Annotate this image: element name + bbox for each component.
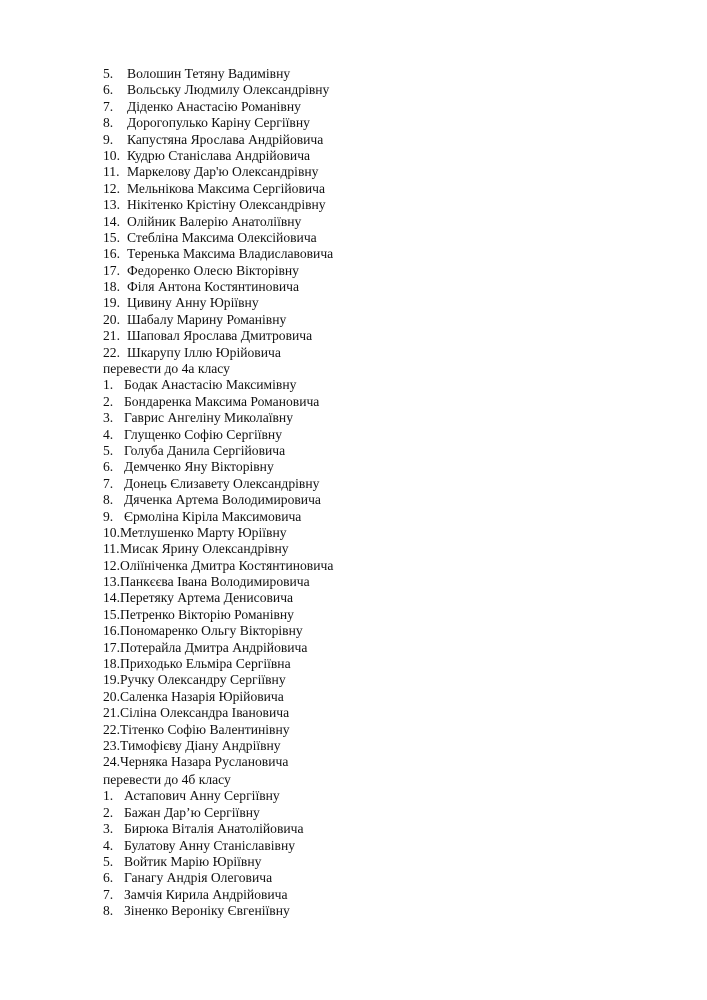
student-name: Сіліна Олександра Івановича bbox=[120, 705, 290, 721]
item-number: 2. bbox=[103, 393, 114, 409]
list-item bbox=[0, 427, 707, 443]
student-name: Дорогопулько Каріну Сергіївну bbox=[127, 115, 310, 131]
student-name: Пономаренко Ольгу Вікторівну bbox=[120, 623, 303, 639]
list-item bbox=[0, 754, 707, 770]
list-item bbox=[0, 607, 707, 623]
item-number: 1. bbox=[103, 377, 114, 393]
student-name: Гаврис Ангеліну Миколаївну bbox=[124, 410, 294, 426]
item-number: 17. bbox=[103, 639, 120, 655]
student-name: Мельнікова Максима Сергійовича bbox=[127, 180, 326, 196]
student-name: Шабалу Марину Романівну bbox=[127, 311, 287, 327]
student-name: Замчія Кирила Андрійовича bbox=[124, 886, 288, 902]
student-name: Тітенко Софію Валентинівну bbox=[120, 721, 290, 737]
item-number: 15. bbox=[103, 229, 120, 245]
item-number: 23. bbox=[103, 737, 120, 753]
student-name: Федоренко Олесю Вікторівну bbox=[127, 262, 299, 278]
list-item bbox=[0, 640, 707, 656]
student-name: Бажан Дар’ю Сергіївну bbox=[124, 804, 260, 820]
item-number: 7. bbox=[103, 886, 114, 902]
item-number: 8. bbox=[103, 115, 114, 131]
item-number: 13. bbox=[103, 197, 120, 213]
list-item bbox=[0, 246, 707, 262]
item-number: 21. bbox=[103, 328, 120, 344]
student-name: Приходько Ельміра Сергіївна bbox=[120, 656, 291, 672]
item-number: 4. bbox=[103, 426, 114, 442]
item-number: 20. bbox=[103, 311, 120, 327]
list-item bbox=[0, 689, 707, 705]
student-name: Дяченка Артема Володимировича bbox=[124, 492, 321, 508]
list-item bbox=[0, 476, 707, 492]
student-name: Цивину Анну Юріївну bbox=[127, 295, 259, 311]
list-item bbox=[0, 99, 707, 115]
list-item bbox=[0, 722, 707, 738]
student-name: Демченко Яну Вікторівну bbox=[124, 459, 274, 475]
list-item bbox=[0, 854, 707, 870]
list-item bbox=[0, 115, 707, 131]
list-item bbox=[0, 656, 707, 672]
list-item bbox=[0, 279, 707, 295]
item-number: 22. bbox=[103, 344, 120, 360]
student-name: Потерайла Дмитра Андрійовича bbox=[120, 639, 308, 655]
list-item bbox=[0, 525, 707, 541]
list-item bbox=[0, 132, 707, 148]
student-name: Саленка Назарія Юрійовича bbox=[120, 688, 284, 704]
list-item bbox=[0, 788, 707, 804]
list-item bbox=[0, 870, 707, 886]
item-number: 21. bbox=[103, 705, 120, 721]
student-name: Оліїніченка Дмитра Костянтиновича bbox=[120, 557, 334, 573]
list-item bbox=[0, 903, 707, 919]
list-item bbox=[0, 410, 707, 426]
list-item bbox=[0, 541, 707, 557]
student-name: Вольську Людмилу Олександрівну bbox=[127, 82, 330, 98]
item-number: 3. bbox=[103, 410, 114, 426]
list-item bbox=[0, 214, 707, 230]
item-number: 20. bbox=[103, 688, 120, 704]
student-name: Метлушенко Марту Юріївну bbox=[120, 524, 287, 540]
student-name: Олійник Валерію Анатоліївну bbox=[127, 213, 302, 229]
list-item bbox=[0, 705, 707, 721]
list-item bbox=[0, 459, 707, 475]
item-number: 16. bbox=[103, 246, 120, 262]
student-name: Ручку Олександру Сергіївну bbox=[120, 672, 286, 688]
item-number: 11. bbox=[103, 164, 120, 180]
student-name: Мисак Ярину Олександрівну bbox=[120, 541, 289, 557]
item-number: 15. bbox=[103, 606, 120, 622]
item-number: 4. bbox=[103, 837, 114, 853]
item-number: 18. bbox=[103, 656, 120, 672]
item-number: 7. bbox=[103, 475, 114, 491]
list-item bbox=[0, 377, 707, 393]
list-item bbox=[0, 82, 707, 98]
item-number: 19. bbox=[103, 295, 120, 311]
list-item bbox=[0, 66, 707, 82]
student-name: Капустяна Ярослава Андрійовича bbox=[127, 131, 324, 147]
item-number: 8. bbox=[103, 492, 114, 508]
student-name: Петренко Вікторію Романівну bbox=[120, 606, 294, 622]
list-item bbox=[0, 230, 707, 246]
heading-text: перевести до 4а класу bbox=[103, 361, 230, 376]
student-name: Булатову Анну Станіславівну bbox=[124, 837, 296, 853]
student-name: Донець Єлизавету Олександрівну bbox=[124, 475, 320, 491]
student-name: Філя Антона Костянтиновича bbox=[127, 279, 300, 295]
student-name: Нікітенко Крістіну Олександрівну bbox=[127, 197, 326, 213]
student-name: Перетяку Артема Денисовича bbox=[120, 590, 294, 606]
item-number: 1. bbox=[103, 788, 114, 804]
item-number: 5. bbox=[103, 853, 114, 869]
item-number: 10. bbox=[103, 524, 120, 540]
item-number: 9. bbox=[103, 131, 114, 147]
list-item bbox=[0, 672, 707, 688]
student-name: Черняка Назара Руслановича bbox=[120, 754, 289, 770]
student-list-continued bbox=[0, 66, 707, 361]
student-name: Діденко Анастасію Романівну bbox=[127, 98, 301, 114]
item-number: 22. bbox=[103, 721, 120, 737]
class-4b-section bbox=[0, 772, 707, 920]
item-number: 2. bbox=[103, 804, 114, 820]
student-name: Теренька Максима Владиславовича bbox=[127, 246, 334, 262]
item-number: 3. bbox=[103, 821, 114, 837]
item-number: 9. bbox=[103, 508, 114, 524]
student-name: Голуба Данила Сергійовича bbox=[124, 442, 286, 458]
list-item bbox=[0, 443, 707, 459]
heading-text: перевести до 4б класу bbox=[103, 772, 231, 787]
student-name: Маркелову Дар'ю Олександрівну bbox=[127, 164, 319, 180]
student-name: Астапович Анну Сергіївну bbox=[124, 788, 280, 804]
list-item bbox=[0, 738, 707, 754]
item-number: 5. bbox=[103, 66, 114, 81]
student-name: Ганагу Андрія Олеговича bbox=[124, 870, 273, 886]
item-number: 14. bbox=[103, 590, 120, 606]
list-item bbox=[0, 821, 707, 837]
item-number: 16. bbox=[103, 623, 120, 639]
list-item bbox=[0, 623, 707, 639]
section-heading-4a bbox=[0, 361, 707, 377]
student-name: Тимофієву Діану Андріївну bbox=[120, 737, 281, 753]
section-heading-4b bbox=[0, 772, 707, 788]
list-item bbox=[0, 805, 707, 821]
student-name: Кудрю Станіслава Андрійовича bbox=[127, 147, 311, 163]
list-item bbox=[0, 838, 707, 854]
item-number: 10. bbox=[103, 147, 120, 163]
item-number: 8. bbox=[103, 903, 114, 919]
list-item bbox=[0, 312, 707, 328]
item-number: 6. bbox=[103, 870, 114, 886]
item-number: 7. bbox=[103, 98, 114, 114]
item-number: 6. bbox=[103, 459, 114, 475]
student-name: Стебліна Максима Олексійовича bbox=[127, 229, 317, 245]
item-number: 24. bbox=[103, 754, 120, 770]
list-item bbox=[0, 148, 707, 164]
student-name: Бодак Анастасію Максимівну bbox=[124, 377, 297, 393]
student-name: Войтик Марію Юріївну bbox=[124, 853, 262, 869]
item-number: 13. bbox=[103, 574, 120, 590]
list-item bbox=[0, 492, 707, 508]
list-item bbox=[0, 509, 707, 525]
student-name: Бирюка Віталія Анатолійовича bbox=[124, 821, 304, 837]
item-number: 19. bbox=[103, 672, 120, 688]
list-item bbox=[0, 590, 707, 606]
list-item bbox=[0, 181, 707, 197]
student-name: Шкарупу Іллю Юрійовича bbox=[127, 344, 281, 360]
list-item bbox=[0, 574, 707, 590]
list-item bbox=[0, 164, 707, 180]
student-name: Єрмоліна Кіріла Максимовича bbox=[124, 508, 302, 524]
item-number: 18. bbox=[103, 279, 120, 295]
item-number: 17. bbox=[103, 262, 120, 278]
student-name: Волошин Тетяну Вадимівну bbox=[127, 66, 291, 81]
student-name: Зіненко Вероніку Євгеніївну bbox=[124, 903, 290, 919]
item-number: 11. bbox=[103, 541, 120, 557]
list-item bbox=[0, 558, 707, 574]
student-name: Бондаренка Максима Романовича bbox=[124, 393, 320, 409]
list-item bbox=[0, 394, 707, 410]
student-name: Глущенко Софію Сергіївну bbox=[124, 426, 282, 442]
list-item bbox=[0, 887, 707, 903]
list-item bbox=[0, 345, 707, 361]
item-number: 6. bbox=[103, 82, 114, 98]
list-item bbox=[0, 328, 707, 344]
item-number: 5. bbox=[103, 442, 114, 458]
student-name: Панкєєва Івана Володимировича bbox=[120, 574, 310, 590]
list-item bbox=[0, 263, 707, 279]
list-item bbox=[0, 197, 707, 213]
student-name: Шаповал Ярослава Дмитровича bbox=[127, 328, 313, 344]
item-number: 12. bbox=[103, 557, 120, 573]
class-4a-section bbox=[0, 361, 707, 771]
list-item bbox=[0, 295, 707, 311]
item-number: 12. bbox=[103, 180, 120, 196]
item-number: 14. bbox=[103, 213, 120, 229]
